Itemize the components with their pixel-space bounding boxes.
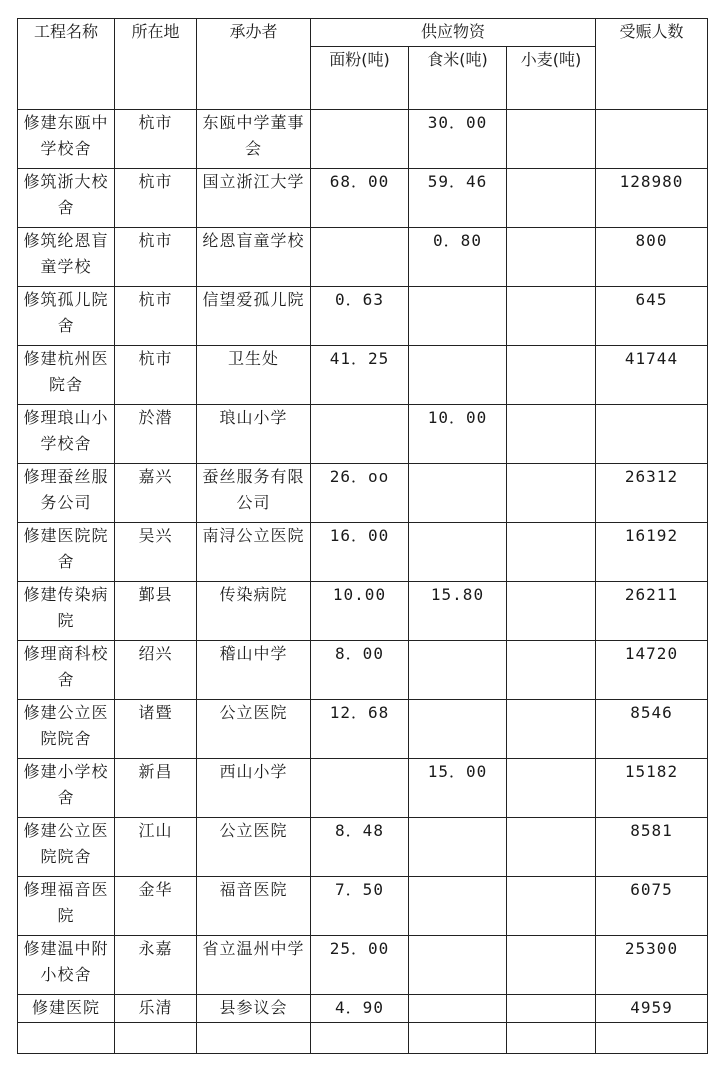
header-organizer: 承办者: [197, 19, 311, 110]
cell-recipients: 26312: [596, 464, 708, 523]
cell-organizer: 东瓯中学董事会: [197, 110, 311, 169]
cell-recipients: 14720: [596, 641, 708, 700]
cell-wheat: [507, 110, 596, 169]
cell-location: 诸暨: [115, 700, 197, 759]
header-project: 工程名称: [18, 19, 115, 110]
table-row: [18, 818, 708, 877]
cell-project: 修建传染病院: [18, 582, 115, 641]
cell-project: 修理商科校舍: [18, 641, 115, 700]
cell-recipients: 128980: [596, 169, 708, 228]
cell-wheat: [507, 641, 596, 700]
cell-wheat: [507, 228, 596, 287]
cell-recipients: 15182: [596, 759, 708, 818]
table-row: [18, 228, 708, 287]
cell-organizer: 卫生处: [197, 346, 311, 405]
cell-flour: 7．50: [311, 877, 409, 936]
cell-wheat: [507, 582, 596, 641]
table-row: [18, 936, 708, 995]
cell-recipients: [596, 110, 708, 169]
table-row: [18, 759, 708, 818]
cell-recipients: 800: [596, 228, 708, 287]
cell-location: 新昌: [115, 759, 197, 818]
header-flour: 面粉(吨): [311, 47, 409, 110]
cell-project: 修理蚕丝服务公司: [18, 464, 115, 523]
cell-recipients: 25300: [596, 936, 708, 995]
header-supply: 供应物资: [311, 19, 596, 47]
cell-project: 修建小学校舍: [18, 759, 115, 818]
cell-location: 金华: [115, 877, 197, 936]
cell-recipients: 41744: [596, 346, 708, 405]
table-row: [18, 523, 708, 582]
relief-projects-table: [17, 18, 708, 1054]
cell-flour: 10.00: [311, 582, 409, 641]
table-row: [18, 287, 708, 346]
cell-rice: [409, 523, 507, 582]
cell-recipients: 645: [596, 287, 708, 346]
cell-flour: 26．oo: [311, 464, 409, 523]
cell-organizer: 公立医院: [197, 818, 311, 877]
cell-location: 杭市: [115, 169, 197, 228]
header-recipients: 受赈人数: [596, 19, 708, 110]
table-row: [18, 346, 708, 405]
cell-project: 修建温中附小校舍: [18, 936, 115, 995]
cell-rice: [409, 1023, 507, 1054]
cell-project: 修理琅山小学校舍: [18, 405, 115, 464]
cell-organizer: 琅山小学: [197, 405, 311, 464]
cell-location: 杭市: [115, 346, 197, 405]
cell-rice: [409, 995, 507, 1023]
cell-project: 修筑浙大校舍: [18, 169, 115, 228]
cell-project: 修建公立医院院舍: [18, 700, 115, 759]
cell-rice: [409, 464, 507, 523]
cell-project: 修筑纶恩盲童学校: [18, 228, 115, 287]
cell-flour: [311, 405, 409, 464]
cell-location: 吴兴: [115, 523, 197, 582]
cell-location: 江山: [115, 818, 197, 877]
cell-rice: [409, 700, 507, 759]
cell-location: 绍兴: [115, 641, 197, 700]
cell-recipients: 6075: [596, 877, 708, 936]
cell-project: 修理福音医院: [18, 877, 115, 936]
cell-rice: [409, 877, 507, 936]
cell-wheat: [507, 169, 596, 228]
cell-rice: 10．00: [409, 405, 507, 464]
table-row: [18, 877, 708, 936]
table-row: [18, 464, 708, 523]
cell-rice: [409, 818, 507, 877]
cell-location: 杭市: [115, 228, 197, 287]
cell-rice: 30．00: [409, 110, 507, 169]
cell-wheat: [507, 818, 596, 877]
cell-wheat: [507, 464, 596, 523]
cell-flour: 12．68: [311, 700, 409, 759]
cell-organizer: 福音医院: [197, 877, 311, 936]
cell-organizer: 信望爱孤儿院: [197, 287, 311, 346]
cell-wheat: [507, 700, 596, 759]
table-row: [18, 700, 708, 759]
cell-rice: [409, 641, 507, 700]
cell-flour: 16．00: [311, 523, 409, 582]
cell-location: 鄞县: [115, 582, 197, 641]
cell-rice: [409, 287, 507, 346]
cell-organizer: 蚕丝服务有限公司: [197, 464, 311, 523]
cell-wheat: [507, 877, 596, 936]
cell-organizer: 稽山中学: [197, 641, 311, 700]
table-row: [18, 995, 708, 1023]
cell-project: [18, 1023, 115, 1054]
cell-flour: 25．00: [311, 936, 409, 995]
cell-organizer: 国立浙江大学: [197, 169, 311, 228]
cell-project: 修建医院: [18, 995, 115, 1023]
cell-project: 修建杭州医院舍: [18, 346, 115, 405]
cell-flour: 8．48: [311, 818, 409, 877]
cell-location: 嘉兴: [115, 464, 197, 523]
cell-flour: [311, 1023, 409, 1054]
cell-rice: [409, 936, 507, 995]
cell-wheat: [507, 523, 596, 582]
cell-organizer: 县参议会: [197, 995, 311, 1023]
header-wheat: 小麦(吨): [507, 47, 596, 110]
cell-recipients: 8581: [596, 818, 708, 877]
cell-organizer: 纶恩盲童学校: [197, 228, 311, 287]
cell-rice: 15．00: [409, 759, 507, 818]
cell-wheat: [507, 287, 596, 346]
cell-project: 修建医院院舍: [18, 523, 115, 582]
header-rice: 食米(吨): [409, 47, 507, 110]
cell-flour: 8．00: [311, 641, 409, 700]
cell-flour: [311, 228, 409, 287]
table-row: [18, 405, 708, 464]
cell-wheat: [507, 936, 596, 995]
cell-location: 於潜: [115, 405, 197, 464]
table-row: [18, 641, 708, 700]
cell-organizer: 传染病院: [197, 582, 311, 641]
cell-recipients: 4959: [596, 995, 708, 1023]
cell-flour: [311, 759, 409, 818]
cell-location: 杭市: [115, 287, 197, 346]
cell-location: 永嘉: [115, 936, 197, 995]
table-row: [18, 582, 708, 641]
table-row: [18, 169, 708, 228]
cell-location: [115, 1023, 197, 1054]
cell-wheat: [507, 1023, 596, 1054]
cell-wheat: [507, 759, 596, 818]
cell-location: 乐清: [115, 995, 197, 1023]
cell-recipients: 16192: [596, 523, 708, 582]
cell-wheat: [507, 995, 596, 1023]
cell-wheat: [507, 346, 596, 405]
cell-organizer: 省立温州中学: [197, 936, 311, 995]
cell-flour: [311, 110, 409, 169]
cell-organizer: 西山小学: [197, 759, 311, 818]
cell-organizer: 南浔公立医院: [197, 523, 311, 582]
cell-recipients: [596, 1023, 708, 1054]
cell-flour: 4．90: [311, 995, 409, 1023]
cell-organizer: [197, 1023, 311, 1054]
cell-flour: 68．00: [311, 169, 409, 228]
cell-location: 杭市: [115, 110, 197, 169]
table-row: [18, 1023, 708, 1054]
cell-flour: 0．63: [311, 287, 409, 346]
cell-flour: 41．25: [311, 346, 409, 405]
cell-rice: [409, 346, 507, 405]
header-location: 所在地: [115, 19, 197, 110]
table-body: [18, 110, 708, 1054]
cell-rice: 0．80: [409, 228, 507, 287]
cell-recipients: 26211: [596, 582, 708, 641]
cell-organizer: 公立医院: [197, 700, 311, 759]
cell-recipients: [596, 405, 708, 464]
table-row: [18, 110, 708, 169]
cell-project: 修筑孤儿院舍: [18, 287, 115, 346]
cell-project: 修建公立医院院舍: [18, 818, 115, 877]
cell-rice: 59．46: [409, 169, 507, 228]
cell-rice: 15.80: [409, 582, 507, 641]
cell-recipients: 8546: [596, 700, 708, 759]
cell-project: 修建东瓯中学校舍: [18, 110, 115, 169]
cell-wheat: [507, 405, 596, 464]
